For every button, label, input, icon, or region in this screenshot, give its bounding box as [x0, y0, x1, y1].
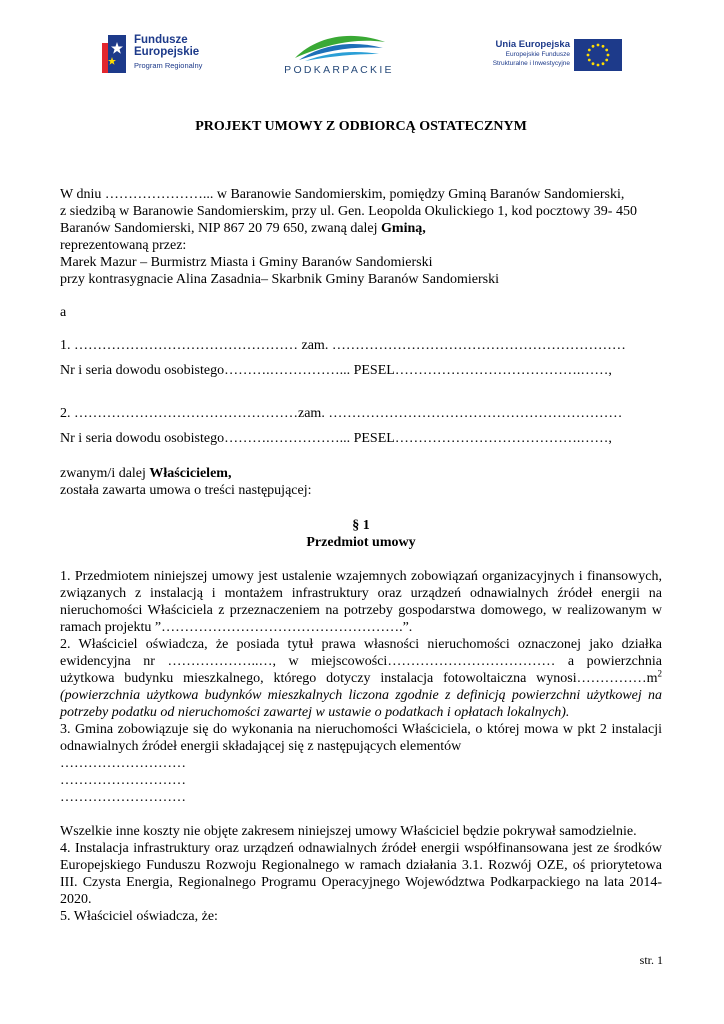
owner-definition-text: zwanym/i dalej: [60, 466, 150, 481]
intro-line-3-text: Baranów Sandomierski, NIP 867 20 79 650, zwaną dalej: [60, 221, 382, 236]
owner-definition: [60, 465, 662, 482]
podkarpackie-logo: [283, 32, 395, 78]
fundusze-europejskie-logo: [100, 30, 215, 78]
paragraph-3: 3. Gmina zobowiązuje się do wykonania na nieruchomości Właściciela, o której mowa w pkt 2 instalacji odnawialnych źródeł energii składającej się z następujących elementów: [60, 722, 662, 754]
intro-line-3: [60, 220, 662, 237]
header-logos: [100, 28, 626, 80]
section-title: Przedmiot umowy: [306, 535, 416, 550]
document-page: [60, 118, 662, 925]
intro-line-1: W dniu …………………... w Baranowie Sandomierskim, pomiędzy Gminą Baranów Sandomierski,: [60, 187, 625, 202]
intro-line-4: reprezentowaną przez:: [60, 238, 187, 253]
party-1-line: 1. ………………………………………… zam. ………………………………………………………: [60, 338, 626, 353]
ue-logo-line2: Europejskie Fundusze: [505, 51, 570, 58]
and-conjunction: a: [60, 305, 67, 320]
podkarpackie-swoosh-icon: [289, 32, 389, 62]
unia-europejska-logo: [474, 36, 626, 74]
document-title: PROJEKT UMOWY Z ODBIORCĄ OSTATECZNYM: [195, 119, 527, 134]
paragraph-2-superscript: 2: [657, 668, 662, 679]
ue-logo-line3: Strukturalne i Inwestycyjne: [492, 60, 570, 67]
eu-flag-icon: [574, 39, 622, 71]
section-number: § 1: [352, 518, 370, 533]
party-2-id-line: Nr i seria dowodu osobistego……….……………... PESEL………………………………….……,: [60, 431, 612, 446]
ue-logo-line1: Unia Europejska: [495, 39, 570, 50]
fe-logo-line2: Europejskie: [134, 46, 200, 58]
paragraph-1: 1. Przedmiotem niniejszej umowy jest ustalenie wzajemnych zobowiązań organizacyjnych i finansowych, związanych z instalacją i montażem infrastruktury oraz urządzeń odnawialnych źródeł energii na nieruchomości Właściciela z przeznaczeniem na potrzeby gospodarstwa domowego, w realizowanym w ramach projektu ”…………………………………………….”.: [60, 569, 662, 635]
ue-logo-text: [474, 39, 570, 68]
fe-star-icon: [100, 33, 130, 75]
element-blank-2: ………………………: [60, 773, 186, 788]
paragraph-2: [60, 636, 662, 721]
paragraph-2-note: (powierzchnia użytkowa budynków mieszkalnych liczona zgodnie z definicją powierzchni użytkowej na potrzeby podatku od nieruchomości zawartej w ustawie o podatkach i opłatach lokalnych).: [60, 688, 662, 720]
fe-logo-line3: Program Regionalny: [134, 61, 203, 70]
owner-term: Właścicielem,: [149, 466, 232, 481]
party-2-line: 2. …………………………………………zam. ………………………………………………………: [60, 406, 623, 421]
concluded-line: została zawarta umowa o treści następującej:: [60, 483, 312, 498]
intro-line-5: Marek Mazur – Burmistrz Miasta i Gminy Baranów Sandomierski: [60, 255, 433, 270]
costs-note: Wszelkie inne koszty nie objęte zakresem niniejszej umowy Właściciel będzie pokrywał samodzielnie.: [60, 824, 637, 839]
intro-line-2: z siedzibą w Baranowie Sandomierskim, przy ul. Gen. Leopolda Okulickiego 1, kod pocztowy 39- 450: [60, 204, 637, 219]
intro-line-6: przy kontrasygnacie Alina Zasadnia– Skarbnik Gminy Baranów Sandomierski: [60, 272, 499, 287]
gmina-term: Gminą,: [381, 221, 426, 236]
paragraph-2-text: 2. Właściciel oświadcza, że posiada tytuł prawa własności nieruchomości oznaczonej jako działka ewidencyjna nr ………………..…, w miejscowości……………………………… a powierzchnia użytkowa budynku mieszkalnego, którego dotyczy instalacja fotowoltaiczna wynosi……………m: [60, 637, 662, 686]
fe-logo-line1: Fundusze: [134, 34, 188, 46]
element-blank-3: ………………………: [60, 790, 186, 805]
page-number: str. 1: [639, 953, 663, 967]
fe-logo-text: [134, 34, 202, 72]
element-blank-1: ………………………: [60, 756, 186, 771]
paragraph-4: 4. Instalacja infrastruktury oraz urządzeń odnawialnych źródeł energii współfinansowana jest ze środków Europejskiego Funduszu Rozwoju Regionalnego w ramach działania 3.1. Rozwój OZE, oś priorytetowa III. Czysta Energia, Regionalnego Programu Operacyjnego Województwa Podkarpackiego na lata 2014-2020.: [60, 841, 662, 907]
podkarpackie-logo-text: PODKARPACKIE: [284, 64, 394, 76]
party-1-id-line: Nr i seria dowodu osobistego……….……………... PESEL………………………………….……,: [60, 363, 612, 378]
paragraph-5: 5. Właściciel oświadcza, że:: [60, 909, 218, 924]
